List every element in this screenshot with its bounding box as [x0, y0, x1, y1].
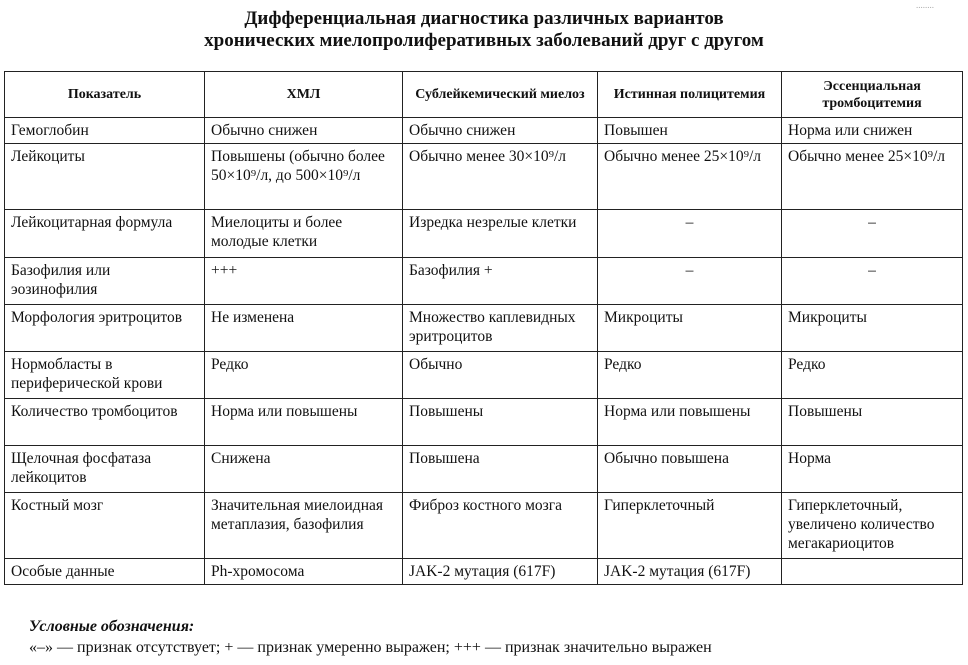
table-cell: Редко [782, 352, 963, 399]
table-row [5, 399, 963, 446]
header-indicator: Показатель [5, 72, 205, 118]
table-cell: Фиброз костного мозга [403, 493, 598, 559]
table-cell: Редко [205, 352, 403, 399]
legend-title: Условные обозначения: [29, 618, 195, 635]
table-cell: Повышены [403, 399, 598, 446]
table-cell: Обычно повышена [598, 446, 782, 493]
table-cell: Обычно снижен [205, 118, 403, 144]
table-cell: Лейкоциты [5, 144, 205, 210]
table-cell [782, 559, 963, 585]
table-cell: Особые данные [5, 559, 205, 585]
page-title [0, 8, 968, 52]
table-cell: Нормобласты в периферической крови [5, 352, 205, 399]
table-cell: Базофилия или эозинофилия [5, 258, 205, 305]
header-cml: ХМЛ [205, 72, 403, 118]
table-cell: Гиперклеточный [598, 493, 782, 559]
table-cell: Значительная миелоидная метаплазия, базофилия [205, 493, 403, 559]
table-cell: Базофилия + [403, 258, 598, 305]
table-cell: Количество тромбоцитов [5, 399, 205, 446]
header-essential-thrombocythemia: Эссенциальная тромбоцитемия [782, 72, 963, 118]
table-cell: Повышен [598, 118, 782, 144]
table-cell: Микроциты [598, 305, 782, 352]
table-cell: Повышены [782, 399, 963, 446]
table-cell: Множество каплевидных эритроцитов [403, 305, 598, 352]
table-cell: – [598, 210, 782, 258]
table-row [5, 559, 963, 585]
table-cell: Щелочная фосфатаза лейкоцитов [5, 446, 205, 493]
table-cell: Миелоциты и более молодые клетки [205, 210, 403, 258]
table-cell: JAK-2 мутация (617F) [598, 559, 782, 585]
table-cell: Норма или повышены [205, 399, 403, 446]
table-cell: Микроциты [782, 305, 963, 352]
table-cell: Лейкоцитарная формула [5, 210, 205, 258]
table-row [5, 493, 963, 559]
table-cell: Повышены (обычно более 50×10⁹/л, до 500×10⁹/л [205, 144, 403, 210]
table-cell: Обычно менее 25×10⁹/л [782, 144, 963, 210]
table-cell: Костный мозг [5, 493, 205, 559]
table-cell: Обычно снижен [403, 118, 598, 144]
table-row [5, 210, 963, 258]
table-row [5, 144, 963, 210]
legend-text: «–» — признак отсутствует; + — признак умеренно выражен; +++ — признак значительно выражен [29, 639, 712, 656]
table-cell: Снижена [205, 446, 403, 493]
page-corner-mark: ........ [916, 0, 934, 10]
legend [29, 616, 712, 658]
title-line-1: Дифференциальная диагностика различных вариантов [244, 8, 724, 29]
diagnosis-table [4, 71, 963, 585]
table-cell: Гиперклеточный, увеличено количество мегакариоцитов [782, 493, 963, 559]
table-header-row [5, 72, 963, 118]
table-cell: Норма [782, 446, 963, 493]
table-cell: Повышена [403, 446, 598, 493]
table-cell: JAK-2 мутация (617F) [403, 559, 598, 585]
table-cell: Норма или повышены [598, 399, 782, 446]
table-cell: – [598, 258, 782, 305]
table-cell: Гемоглобин [5, 118, 205, 144]
table-cell: Обычно [403, 352, 598, 399]
header-subleukemic-myelosis: Сублейкемический миелоз [403, 72, 598, 118]
table-row [5, 118, 963, 144]
table-cell: Ph-хромосома [205, 559, 403, 585]
table-cell: +++ [205, 258, 403, 305]
table-cell: – [782, 210, 963, 258]
table-row [5, 446, 963, 493]
header-polycythemia-vera: Истинная полицитемия [598, 72, 782, 118]
table-row [5, 305, 963, 352]
table-cell: Редко [598, 352, 782, 399]
table-row [5, 352, 963, 399]
table-cell: Изредка незрелые клетки [403, 210, 598, 258]
table-cell: Обычно менее 25×10⁹/л [598, 144, 782, 210]
table-row [5, 258, 963, 305]
table-cell: Норма или снижен [782, 118, 963, 144]
table-cell: Обычно менее 30×10⁹/л [403, 144, 598, 210]
table-cell: – [782, 258, 963, 305]
title-line-2: хронических миелопролиферативных заболеваний друг с другом [204, 30, 764, 51]
table-cell: Не изменена [205, 305, 403, 352]
table-cell: Морфология эритроцитов [5, 305, 205, 352]
